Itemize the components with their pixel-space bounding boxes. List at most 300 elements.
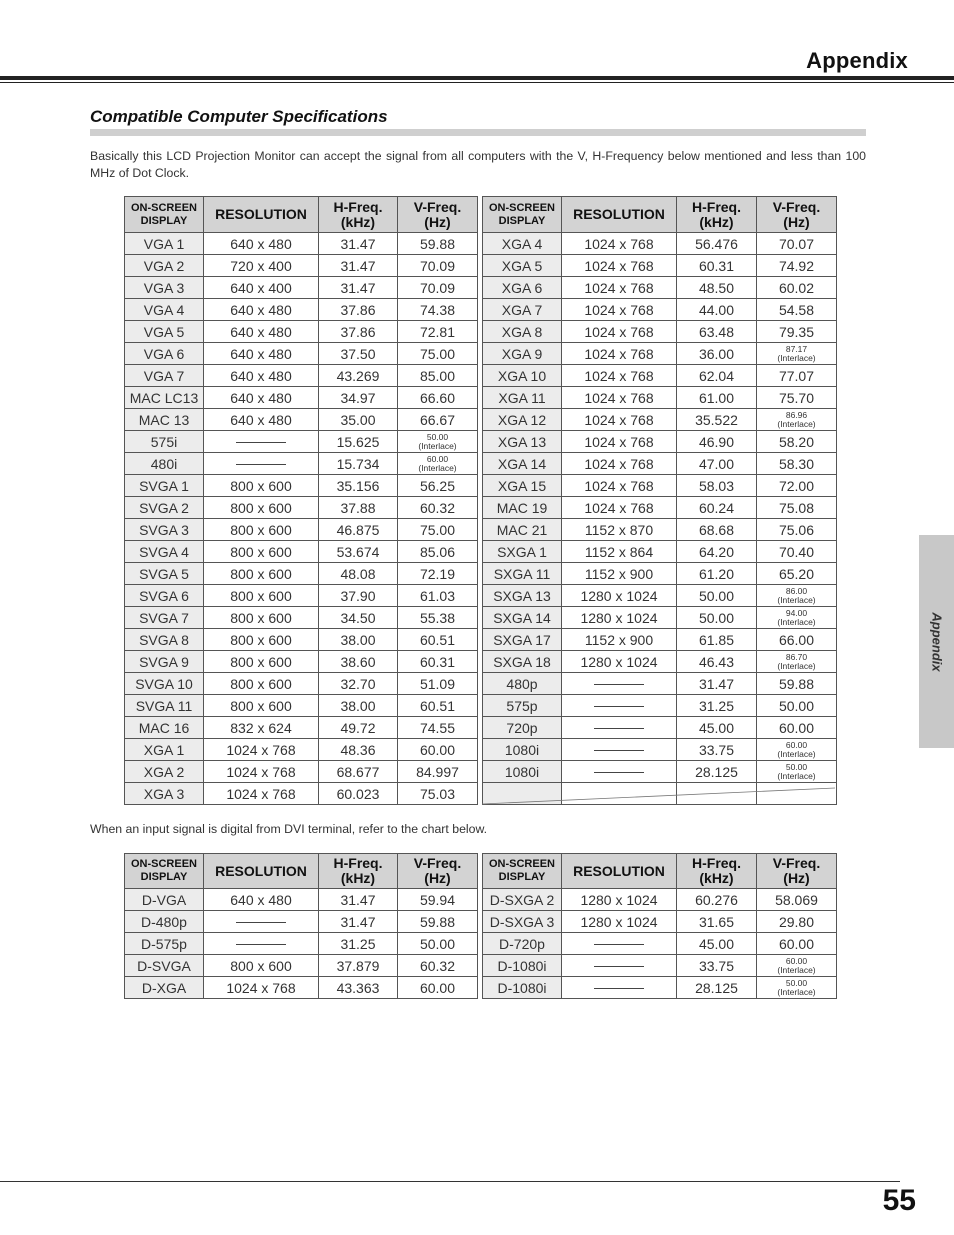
vfreq-value: 60.00 xyxy=(426,453,449,464)
cell-hfreq xyxy=(677,783,757,805)
cell-hfreq: 15.625 xyxy=(319,431,398,453)
table-row xyxy=(125,277,837,299)
col-header-hfreq: H-Freq. (kHz) xyxy=(319,854,398,889)
table-row xyxy=(125,453,837,475)
cell-vfreq: 70.09 xyxy=(398,277,478,299)
col-header-vfreq: V-Freq. (Hz) xyxy=(398,197,478,233)
cell-hfreq: 47.00 xyxy=(677,453,757,475)
cell-resolution: 800 x 600 xyxy=(204,651,319,673)
cell-vfreq: 75.00 xyxy=(398,519,478,541)
cell-display: D-480p xyxy=(125,911,204,933)
table-row xyxy=(125,739,837,761)
cell-resolution xyxy=(204,431,319,453)
table-row xyxy=(125,255,837,277)
cell-resolution: 1280 x 1024 xyxy=(562,889,677,911)
cell-hfreq: 15.734 xyxy=(319,453,398,475)
cell-resolution xyxy=(562,955,677,977)
cell-hfreq: 46.90 xyxy=(677,431,757,453)
cell-hfreq: 53.674 xyxy=(319,541,398,563)
cell-hfreq: 28.125 xyxy=(677,761,757,783)
col-header-display: ON-SCREEN DISPLAY xyxy=(125,197,204,233)
cell-vfreq: 29.80 xyxy=(757,911,837,933)
cell-vfreq xyxy=(757,585,837,607)
cell-resolution: 1152 x 900 xyxy=(562,563,677,585)
cell-hfreq: 60.023 xyxy=(319,783,398,805)
cell-resolution xyxy=(562,739,677,761)
col-header-hfreq: H-Freq. (kHz) xyxy=(319,197,398,233)
cell-display: 575p xyxy=(483,695,562,717)
cell-resolution xyxy=(562,933,677,955)
cell-vfreq xyxy=(398,431,478,453)
cell-hfreq: 45.00 xyxy=(677,933,757,955)
not-applicable-dash xyxy=(236,442,286,443)
cell-hfreq: 37.90 xyxy=(319,585,398,607)
cell-hfreq: 36.00 xyxy=(677,343,757,365)
interlace-note: (Interlace) xyxy=(777,964,816,975)
cell-resolution: 800 x 600 xyxy=(204,607,319,629)
cell-display: SVGA 9 xyxy=(125,651,204,673)
cell-resolution: 1024 x 768 xyxy=(562,431,677,453)
cell-vfreq: 60.51 xyxy=(398,695,478,717)
table-row xyxy=(125,977,837,999)
interlace-note: (Interlace) xyxy=(418,440,457,451)
cell-display: SVGA 10 xyxy=(125,673,204,695)
cell-vfreq: 51.09 xyxy=(398,673,478,695)
cell-display: SVGA 6 xyxy=(125,585,204,607)
not-applicable-dash xyxy=(594,772,644,773)
cell-hfreq: 60.24 xyxy=(677,497,757,519)
col-header-hfreq: H-Freq. (kHz) xyxy=(677,854,757,889)
page-header-title: Appendix xyxy=(806,48,908,73)
cell-vfreq: 61.03 xyxy=(398,585,478,607)
cell-display: SXGA 11 xyxy=(483,563,562,585)
cell-resolution xyxy=(562,783,677,805)
vfreq-value: 50.00 xyxy=(785,761,808,772)
table-row xyxy=(125,321,837,343)
cell-hfreq: 37.50 xyxy=(319,343,398,365)
cell-display: D-575p xyxy=(125,933,204,955)
cell-vfreq: 60.00 xyxy=(398,739,478,761)
not-applicable-dash xyxy=(594,750,644,751)
cell-hfreq: 35.00 xyxy=(319,409,398,431)
cell-resolution xyxy=(562,761,677,783)
cell-hfreq: 61.00 xyxy=(677,387,757,409)
table-row xyxy=(125,585,837,607)
cell-hfreq: 44.00 xyxy=(677,299,757,321)
cell-vfreq: 75.00 xyxy=(398,343,478,365)
cell-display: D-SXGA 2 xyxy=(483,889,562,911)
cell-resolution: 800 x 600 xyxy=(204,519,319,541)
cell-display: VGA 6 xyxy=(125,343,204,365)
cell-display: XGA 12 xyxy=(483,409,562,431)
header-rule-thin xyxy=(0,82,954,83)
vfreq-value: 94.00 xyxy=(785,607,808,618)
cell-vfreq: 60.31 xyxy=(398,651,478,673)
table-row xyxy=(125,541,837,563)
cell-display: VGA 3 xyxy=(125,277,204,299)
cell-resolution: 800 x 600 xyxy=(204,695,319,717)
cell-display: XGA 3 xyxy=(125,783,204,805)
cell-resolution: 1280 x 1024 xyxy=(562,607,677,629)
cell-hfreq: 46.43 xyxy=(677,651,757,673)
cell-display: SVGA 5 xyxy=(125,563,204,585)
cell-hfreq: 60.276 xyxy=(677,889,757,911)
cell-vfreq: 56.25 xyxy=(398,475,478,497)
not-applicable-dash xyxy=(594,944,644,945)
cell-display: MAC 16 xyxy=(125,717,204,739)
cell-hfreq: 61.85 xyxy=(677,629,757,651)
cell-resolution: 1024 x 768 xyxy=(562,343,677,365)
interlace-note: (Interlace) xyxy=(777,352,816,363)
cell-hfreq: 28.125 xyxy=(677,977,757,999)
cell-vfreq xyxy=(757,409,837,431)
col-header-resolution: RESOLUTION xyxy=(204,854,319,889)
cell-vfreq: 74.55 xyxy=(398,717,478,739)
cell-display: SXGA 1 xyxy=(483,541,562,563)
cell-display: XGA 10 xyxy=(483,365,562,387)
cell-vfreq: 60.51 xyxy=(398,629,478,651)
side-tab-appendix xyxy=(919,535,954,748)
vfreq-value: 86.00 xyxy=(785,585,808,596)
cell-display: D-SXGA 3 xyxy=(483,911,562,933)
cell-resolution xyxy=(562,717,677,739)
cell-hfreq: 56.476 xyxy=(677,233,757,255)
cell-display: XGA 11 xyxy=(483,387,562,409)
side-tab-label: Appendix xyxy=(929,611,944,672)
table-row xyxy=(125,783,837,805)
cell-vfreq xyxy=(757,783,837,805)
cell-hfreq: 68.677 xyxy=(319,761,398,783)
cell-resolution: 800 x 600 xyxy=(204,585,319,607)
cell-hfreq: 32.70 xyxy=(319,673,398,695)
section-title: Compatible Computer Specifications xyxy=(90,107,388,126)
cell-vfreq: 72.00 xyxy=(757,475,837,497)
cell-display: SVGA 4 xyxy=(125,541,204,563)
table-body xyxy=(125,233,837,805)
cell-resolution: 640 x 480 xyxy=(204,233,319,255)
cell-display: VGA 2 xyxy=(125,255,204,277)
cell-display: SXGA 18 xyxy=(483,651,562,673)
cell-resolution: 800 x 600 xyxy=(204,497,319,519)
cell-hfreq: 58.03 xyxy=(677,475,757,497)
cell-resolution: 1024 x 768 xyxy=(204,739,319,761)
cell-resolution: 1024 x 768 xyxy=(562,497,677,519)
cell-hfreq: 31.25 xyxy=(677,695,757,717)
table-row xyxy=(125,695,837,717)
cell-resolution: 1024 x 768 xyxy=(562,453,677,475)
not-applicable-dash xyxy=(594,684,644,685)
vfreq-value: 87.17 xyxy=(785,343,808,354)
cell-vfreq: 85.06 xyxy=(398,541,478,563)
cell-hfreq: 50.00 xyxy=(677,607,757,629)
table-row xyxy=(125,651,837,673)
cell-resolution: 640 x 480 xyxy=(204,299,319,321)
cell-resolution: 800 x 600 xyxy=(204,955,319,977)
cell-vfreq: 77.07 xyxy=(757,365,837,387)
cell-display: XGA 2 xyxy=(125,761,204,783)
cell-display: SVGA 3 xyxy=(125,519,204,541)
cell-hfreq: 43.363 xyxy=(319,977,398,999)
cell-resolution: 1152 x 900 xyxy=(562,629,677,651)
vfreq-value: 60.00 xyxy=(785,739,808,750)
cell-resolution: 640 x 480 xyxy=(204,343,319,365)
cell-resolution: 1280 x 1024 xyxy=(562,651,677,673)
cell-display: SXGA 17 xyxy=(483,629,562,651)
cell-hfreq: 35.156 xyxy=(319,475,398,497)
cell-vfreq: 75.03 xyxy=(398,783,478,805)
cell-resolution: 1024 x 768 xyxy=(562,233,677,255)
interlace-note: (Interlace) xyxy=(777,594,816,605)
cell-display: 720p xyxy=(483,717,562,739)
cell-display: 1080i xyxy=(483,761,562,783)
cell-resolution: 640 x 400 xyxy=(204,277,319,299)
cell-display: MAC 13 xyxy=(125,409,204,431)
cell-vfreq: 84.997 xyxy=(398,761,478,783)
cell-vfreq: 59.88 xyxy=(398,911,478,933)
cell-display: 480i xyxy=(125,453,204,475)
cell-vfreq: 59.94 xyxy=(398,889,478,911)
cell-hfreq: 49.72 xyxy=(319,717,398,739)
cell-vfreq: 70.07 xyxy=(757,233,837,255)
col-header-vfreq: V-Freq. (Hz) xyxy=(757,197,837,233)
cell-vfreq xyxy=(757,343,837,365)
table-row xyxy=(125,519,837,541)
cell-vfreq: 50.00 xyxy=(757,695,837,717)
cell-hfreq: 38.00 xyxy=(319,629,398,651)
interlace-note: (Interlace) xyxy=(777,748,816,759)
cell-display: XGA 7 xyxy=(483,299,562,321)
col-header-vfreq: V-Freq. (Hz) xyxy=(398,854,478,889)
not-applicable-dash xyxy=(594,728,644,729)
vfreq-value: 50.00 xyxy=(785,977,808,988)
cell-vfreq: 70.40 xyxy=(757,541,837,563)
cell-vfreq: 75.70 xyxy=(757,387,837,409)
cell-vfreq: 85.00 xyxy=(398,365,478,387)
cell-hfreq: 31.47 xyxy=(677,673,757,695)
table-row xyxy=(125,563,837,585)
cell-display: VGA 5 xyxy=(125,321,204,343)
col-header-resolution: RESOLUTION xyxy=(562,854,677,889)
cell-display: XGA 13 xyxy=(483,431,562,453)
interlace-note: (Interlace) xyxy=(777,660,816,671)
cell-hfreq: 34.97 xyxy=(319,387,398,409)
cell-vfreq xyxy=(757,955,837,977)
table-body xyxy=(125,889,837,999)
vfreq-value: 86.96 xyxy=(785,409,808,420)
cell-vfreq xyxy=(757,607,837,629)
cell-hfreq: 37.86 xyxy=(319,321,398,343)
cell-display: D-720p xyxy=(483,933,562,955)
cell-hfreq: 37.88 xyxy=(319,497,398,519)
cell-hfreq: 31.47 xyxy=(319,233,398,255)
cell-vfreq: 66.67 xyxy=(398,409,478,431)
page-number: 55 xyxy=(882,1184,916,1217)
cell-vfreq: 58.069 xyxy=(757,889,837,911)
cell-display: D-SVGA xyxy=(125,955,204,977)
cell-hfreq: 45.00 xyxy=(677,717,757,739)
cell-display: VGA 1 xyxy=(125,233,204,255)
cell-resolution: 1024 x 768 xyxy=(562,321,677,343)
cell-resolution: 800 x 600 xyxy=(204,563,319,585)
cell-display: SVGA 11 xyxy=(125,695,204,717)
cell-vfreq: 70.09 xyxy=(398,255,478,277)
cell-resolution: 1024 x 768 xyxy=(562,365,677,387)
cell-hfreq: 48.08 xyxy=(319,563,398,585)
cell-resolution: 1024 x 768 xyxy=(204,761,319,783)
not-applicable-dash xyxy=(236,464,286,465)
col-header-vfreq: V-Freq. (Hz) xyxy=(757,854,837,889)
cell-resolution xyxy=(204,453,319,475)
cell-hfreq: 31.65 xyxy=(677,911,757,933)
table-row xyxy=(125,761,837,783)
cell-display: XGA 4 xyxy=(483,233,562,255)
cell-display: MAC 21 xyxy=(483,519,562,541)
cell-vfreq: 79.35 xyxy=(757,321,837,343)
table-row xyxy=(125,431,837,453)
cell-vfreq: 58.20 xyxy=(757,431,837,453)
cell-display: SVGA 8 xyxy=(125,629,204,651)
cell-display: D-1080i xyxy=(483,955,562,977)
col-header-display: ON-SCREEN DISPLAY xyxy=(483,197,562,233)
intro-paragraph: Basically this LCD Projection Monitor can accept the signal from all computers with the V, H-Frequency below mentioned and less than 100 MHz of Dot Clock. xyxy=(90,149,866,180)
cell-resolution: 1152 x 870 xyxy=(562,519,677,541)
table-row xyxy=(125,717,837,739)
cell-resolution: 1024 x 768 xyxy=(562,387,677,409)
cell-resolution: 1024 x 768 xyxy=(204,977,319,999)
dvi-specs-table xyxy=(124,853,837,999)
cell-resolution: 640 x 480 xyxy=(204,409,319,431)
interlace-note: (Interlace) xyxy=(777,986,816,997)
footer-rule xyxy=(0,1181,900,1182)
table-row xyxy=(125,889,837,911)
cell-vfreq: 60.32 xyxy=(398,497,478,519)
cell-display: D-XGA xyxy=(125,977,204,999)
col-header-resolution: RESOLUTION xyxy=(562,197,677,233)
cell-hfreq: 62.04 xyxy=(677,365,757,387)
cell-display: XGA 5 xyxy=(483,255,562,277)
vfreq-value: 86.70 xyxy=(785,651,808,662)
cell-hfreq: 31.47 xyxy=(319,911,398,933)
cell-hfreq: 68.68 xyxy=(677,519,757,541)
cell-resolution: 640 x 480 xyxy=(204,889,319,911)
interlace-note: (Interlace) xyxy=(777,616,816,627)
interlace-note: (Interlace) xyxy=(418,462,457,473)
cell-resolution: 640 x 480 xyxy=(204,321,319,343)
cell-hfreq: 60.31 xyxy=(677,255,757,277)
cell-vfreq: 60.00 xyxy=(757,717,837,739)
cell-resolution: 1024 x 768 xyxy=(562,475,677,497)
cell-display: XGA 8 xyxy=(483,321,562,343)
cell-vfreq: 72.81 xyxy=(398,321,478,343)
cell-vfreq: 54.58 xyxy=(757,299,837,321)
cell-vfreq: 66.00 xyxy=(757,629,837,651)
dvi-note: When an input signal is digital from DVI terminal, refer to the chart below. xyxy=(90,822,488,836)
cell-resolution: 1280 x 1024 xyxy=(562,911,677,933)
cell-resolution: 800 x 600 xyxy=(204,541,319,563)
cell-display: XGA 15 xyxy=(483,475,562,497)
cell-hfreq: 31.47 xyxy=(319,889,398,911)
cell-resolution: 800 x 600 xyxy=(204,629,319,651)
cell-resolution: 1152 x 864 xyxy=(562,541,677,563)
cell-resolution: 800 x 600 xyxy=(204,673,319,695)
cell-resolution: 640 x 480 xyxy=(204,365,319,387)
interlace-note: (Interlace) xyxy=(777,418,816,429)
cell-hfreq: 33.75 xyxy=(677,739,757,761)
col-header-display: ON-SCREEN DISPLAY xyxy=(125,854,204,889)
table-row xyxy=(125,607,837,629)
cell-resolution: 720 x 400 xyxy=(204,255,319,277)
cell-vfreq xyxy=(757,651,837,673)
cell-vfreq: 50.00 xyxy=(398,933,478,955)
cell-resolution: 1024 x 768 xyxy=(562,409,677,431)
cell-resolution: 1024 x 768 xyxy=(562,299,677,321)
table-row xyxy=(125,955,837,977)
cell-vfreq xyxy=(757,739,837,761)
cell-display: MAC 19 xyxy=(483,497,562,519)
cell-resolution: 1024 x 768 xyxy=(204,783,319,805)
col-header-hfreq: H-Freq. (kHz) xyxy=(677,197,757,233)
cell-display: SXGA 13 xyxy=(483,585,562,607)
table-row xyxy=(125,673,837,695)
cell-display: D-VGA xyxy=(125,889,204,911)
cell-display: XGA 9 xyxy=(483,343,562,365)
cell-display: SXGA 14 xyxy=(483,607,562,629)
cell-vfreq: 59.88 xyxy=(398,233,478,255)
cell-resolution: 800 x 600 xyxy=(204,475,319,497)
not-applicable-dash xyxy=(236,944,286,945)
cell-resolution xyxy=(562,695,677,717)
cell-hfreq: 33.75 xyxy=(677,955,757,977)
cell-resolution: 832 x 624 xyxy=(204,717,319,739)
table-row xyxy=(125,365,837,387)
cell-resolution: 1280 x 1024 xyxy=(562,585,677,607)
cell-hfreq: 50.00 xyxy=(677,585,757,607)
cell-display: SVGA 1 xyxy=(125,475,204,497)
cell-hfreq: 31.47 xyxy=(319,255,398,277)
table-row xyxy=(125,475,837,497)
cell-display: XGA 1 xyxy=(125,739,204,761)
not-applicable-dash xyxy=(594,706,644,707)
section-title-bar xyxy=(90,129,866,136)
cell-display: SVGA 7 xyxy=(125,607,204,629)
cell-resolution: 1024 x 768 xyxy=(562,277,677,299)
cell-hfreq: 63.48 xyxy=(677,321,757,343)
cell-hfreq: 48.50 xyxy=(677,277,757,299)
cell-resolution xyxy=(562,977,677,999)
table-header-row xyxy=(125,197,837,233)
cell-vfreq: 60.32 xyxy=(398,955,478,977)
cell-display: VGA 4 xyxy=(125,299,204,321)
cell-vfreq xyxy=(757,977,837,999)
cell-vfreq: 55.38 xyxy=(398,607,478,629)
cell-hfreq: 64.20 xyxy=(677,541,757,563)
cell-display: 480p xyxy=(483,673,562,695)
cell-hfreq: 31.47 xyxy=(319,277,398,299)
cell-hfreq: 37.879 xyxy=(319,955,398,977)
table-row xyxy=(125,911,837,933)
cell-vfreq xyxy=(398,453,478,475)
table-row xyxy=(125,387,837,409)
cell-hfreq: 61.20 xyxy=(677,563,757,585)
cell-display: 1080i xyxy=(483,739,562,761)
cell-display: 575i xyxy=(125,431,204,453)
cell-display: SVGA 2 xyxy=(125,497,204,519)
table-row xyxy=(125,409,837,431)
cell-display xyxy=(483,783,562,805)
vfreq-value: 50.00 xyxy=(426,431,449,442)
cell-resolution xyxy=(562,673,677,695)
cell-hfreq: 43.269 xyxy=(319,365,398,387)
